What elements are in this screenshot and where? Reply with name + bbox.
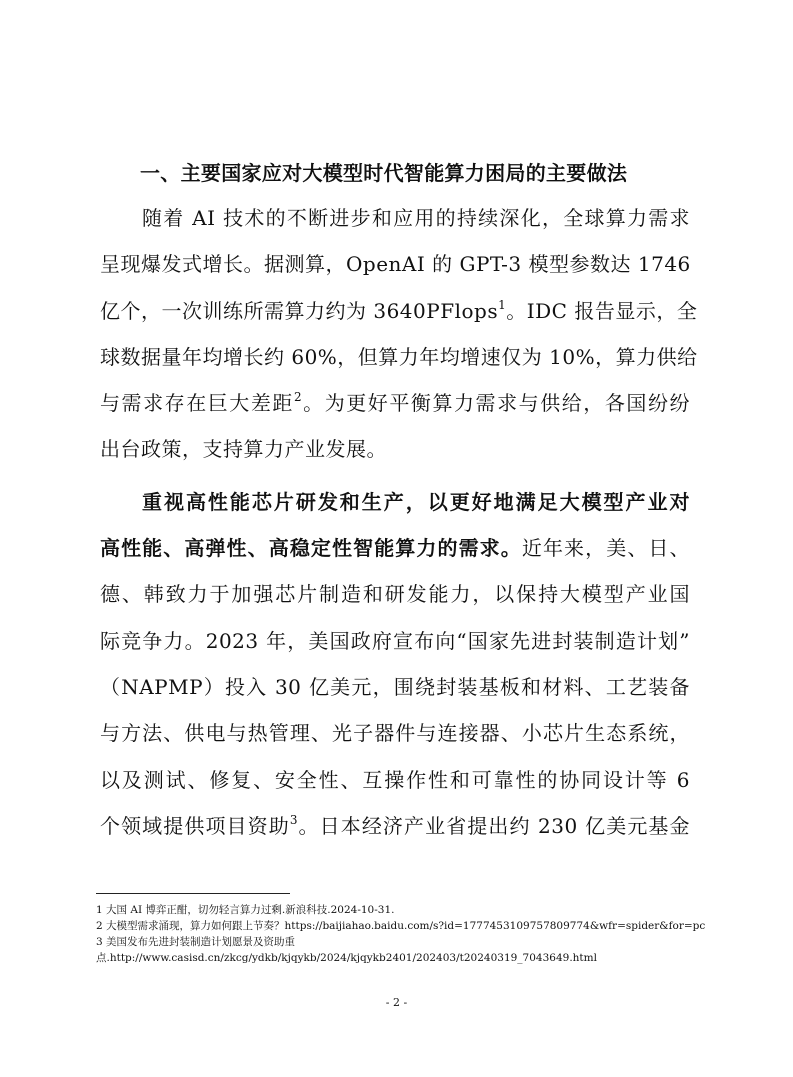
paragraph-line bbox=[100, 380, 690, 426]
page-number: - 2 - bbox=[385, 996, 408, 1009]
footnote-ref[interactable]: 1 bbox=[498, 297, 507, 312]
text: 。IDC 报告显示，全 bbox=[506, 298, 698, 323]
text: 。为更好平衡算力需求与供给，各国纷纷 bbox=[302, 391, 690, 416]
paragraph-line bbox=[100, 525, 690, 571]
paragraph-line: 球数据量年均增长约 60%，但算力年均增速仅为 10%，算力供给 bbox=[100, 344, 698, 369]
text: 与需求存在巨大差距 bbox=[100, 391, 294, 416]
paragraph-line: （NAPMP）投入 30 亿美元，围绕封装基板和材料、工艺装备 bbox=[100, 674, 690, 699]
paragraph-line: 以及测试、修复、安全性、互操作性和可靠性的协同设计等 6 bbox=[100, 767, 690, 792]
paragraph-line: 与方法、供电与热管理、光子器件与连接器、小芯片生态系统， bbox=[100, 721, 690, 746]
text: 个领域提供项目资助 bbox=[100, 813, 290, 838]
paragraph-line bbox=[100, 479, 690, 525]
paragraph-line: 际竞争力。2023 年，美国政府宣布向“国家先进封装制造计划” bbox=[100, 628, 690, 653]
footnote-ref[interactable]: 2 bbox=[293, 390, 303, 405]
footnote-ref[interactable]: 3 bbox=[289, 812, 298, 827]
paragraph-line: 随着 AI 技术的不断进步和应用的持续深化，全球算力需求 bbox=[142, 206, 690, 230]
footnote: 1 大国 AI 博弈正酣，切勿轻言算力过剩.新浪科技.2024-10-31. bbox=[96, 904, 395, 916]
text: 近年来，美、日、 bbox=[521, 536, 691, 561]
footnote-separator bbox=[96, 893, 290, 894]
paragraph-line: 呈现爆发式增长。据测算，OpenAI 的 GPT-3 模型参数达 1746 bbox=[100, 252, 691, 277]
paragraph-line bbox=[100, 288, 698, 334]
footnote[interactable]: 点.http://www.casisd.cn/zkcg/ydkb/kjqykb/2024/kjqykb2401/202403/t20240319_7043649.html bbox=[96, 952, 597, 964]
bold-text: 高性能、高弹性、高稳定性智能算力的需求。 bbox=[100, 536, 522, 561]
paragraph-line bbox=[100, 803, 690, 849]
footnote: 3 美国发布先进封装制造计划愿景及资助重 bbox=[96, 936, 296, 948]
section-heading: 一、主要国家应对大模型时代智能算力困局的主要做法 bbox=[140, 161, 628, 185]
bold-text: 重视高性能芯片研发和生产，以更好地满足大模型产业对 bbox=[142, 489, 690, 514]
paragraph-line: 德、韩致力于加强芯片制造和研发能力，以保持大模型产业国 bbox=[100, 582, 690, 607]
body-text bbox=[100, 195, 698, 849]
footnote[interactable]: 2 大模型需求涌现，算力如何跟上节奏？https://baijiahao.baidu.com/s?id=1777453109757809774&wfr=spider&for=pc bbox=[96, 920, 706, 932]
footnotes bbox=[96, 902, 705, 966]
paragraph-line: 出台政策，支持算力产业发展。 bbox=[100, 437, 387, 462]
text: 亿个，一次训练所需算力约为 3640PFlops bbox=[100, 298, 499, 323]
text: 。日本经济产业省提出约 230 亿美元基金 bbox=[297, 813, 691, 838]
